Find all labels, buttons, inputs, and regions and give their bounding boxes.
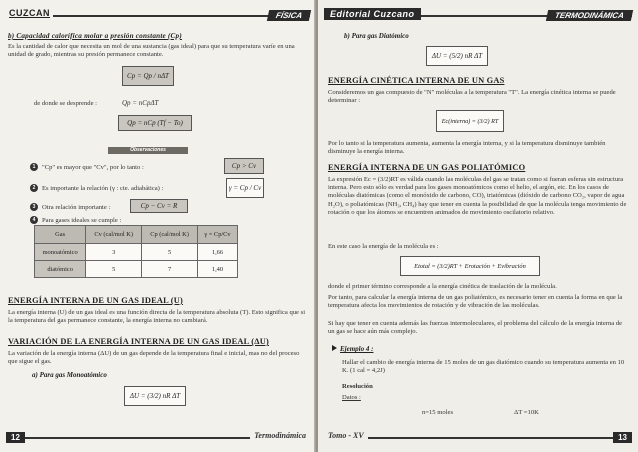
obs-3-text: Otra relación importante :	[42, 203, 111, 211]
section-b-text: Es la cantidad de calor que necesita un mol de una sustancia (gas ideal) para que su temperatura varíe en una unidad de grado, mientras su presión permanece constante.	[8, 43, 295, 59]
footer-brand: Tomo - XV	[324, 431, 368, 440]
dato-n: n=15 moles	[422, 409, 454, 416]
bullet-number-icon: 1	[30, 163, 38, 171]
desprende-label: de donde se desprende :	[34, 100, 97, 107]
bullet-number-icon: 3	[30, 203, 38, 211]
left-footer	[6, 432, 310, 444]
obs-3	[30, 203, 110, 211]
energia-interna-title: ENERGÍA INTERNA DE UN GAS IDEAL (U)	[8, 296, 183, 305]
table-row	[35, 261, 238, 278]
header-logo: CUZCAN	[6, 8, 53, 18]
pointer-arrow-icon	[332, 345, 337, 351]
monoatomico-label: a) Para gas Monoatómico	[32, 371, 107, 379]
obs-2	[30, 184, 163, 192]
table-cell: 3	[86, 244, 142, 261]
table-header-cell: γ = Cp/Cv	[197, 226, 237, 244]
table-row	[35, 244, 238, 261]
bullet-number-icon: 4	[30, 216, 38, 224]
table-cell: monoatómico	[35, 244, 86, 261]
table-cell: 5	[142, 244, 198, 261]
page-number: 12	[6, 432, 25, 443]
ejemplo-heading	[332, 345, 373, 353]
right-page	[318, 0, 638, 452]
table-header-cell: Cv (cal/mol K)	[86, 226, 142, 244]
footer-rule	[324, 437, 632, 439]
right-header	[324, 10, 632, 22]
obs-1	[30, 163, 144, 171]
table-cell: diatómico	[35, 261, 86, 278]
table-cell: 1,40	[197, 261, 237, 278]
formula-etotal-box: Etotal = (3/2)RT + Erotación + Evibración	[400, 256, 540, 276]
formula-qp-full-box: Qp = nCp (Tf − To)	[118, 115, 192, 131]
header-logo: Editorial Cuzcano	[324, 8, 421, 20]
header-tag: FÍSICA	[267, 10, 312, 21]
variacion-text: La variación de la energía interna (ΔU) de un gas depende de la temperatura final e inicial, mas no del proceso que sigue el gas.	[8, 350, 300, 366]
table-cell: 5	[86, 261, 142, 278]
cinetica-text: Consideremos un gas compuesto de "N" moléculas a la temperatura "T". La energía cinética interna se puede determinar :	[328, 89, 616, 105]
cinetica-title: ENERGÍA CINÉTICA INTERNA DE UN GAS	[328, 76, 505, 85]
gas-table	[34, 225, 238, 278]
obs-4	[30, 216, 121, 224]
section-b-title: b) Capacidad calorífica molar a presión constante (Cp)	[8, 32, 182, 40]
table-header-cell: Cp (cal/mol K)	[142, 226, 198, 244]
dato-t: ΔT =10K	[514, 409, 539, 416]
obs-2-text: Es importante la relación (γ : cte. adiabática) :	[42, 184, 164, 192]
obs-3-box: Cp − Cv = R	[130, 199, 188, 213]
poliatomico-text4: Por tanto, para calcular la energía interna de un gas poliatómico, es necesario tener en cuenta la forma en que la temperatura afecta los movimientos de rotación y de vibración de las moléculas.	[328, 294, 623, 310]
bullet-number-icon: 2	[30, 184, 38, 192]
poliatomico-text5: Si hay que tener en cuenta además las fuerzas intermoleculares, el problema del cálculo de la energía interna de un gas se hace aún más complejo.	[328, 320, 623, 336]
poliatomico-title: ENERGÍA INTERNA DE UN GAS POLIATÓMICO	[328, 163, 526, 172]
ejemplo-label: Ejemplo 4 :	[340, 345, 374, 353]
poliatomico-text: La expresión Ec = (3/2)RT es válida cuando las moléculas del gas se tratan como si fueran esferas sin estructura interna. Pero esto sólo es verdad para los gases monoatómicos como el helio, el argón, etc. En los casos de moléculas diatómicas (como el monóxido de carbono, CO), triatómicas (dióxido de carbono CO₂, vapor de agua H₂O), o poliatómicas (NH₃, CH₄) hay que tener en cuenta la posibilidad de que la molécula tenga movimiento de rotación o que los átomos se encuentren animados de movimiento oscilatorio relativo.	[328, 176, 627, 216]
variacion-title: VARIACIÓN DE LA ENERGÍA INTERNA DE UN GAS IDEAL (ΔU)	[8, 337, 269, 346]
left-page	[0, 0, 316, 452]
formula-mono-box: ΔU = (3/2) nR ΔT	[124, 386, 186, 406]
formula-cp-box: Cp = Qp / nΔT	[122, 66, 174, 86]
table-header-row	[35, 226, 238, 244]
poliatomico-text3: donde el primer término corresponde a la energía cinética de traslación de la molécula.	[328, 283, 557, 290]
formula-dia-box: ΔU = (5/2) nR ΔT	[426, 46, 488, 66]
obs-1-text: "Cp" es mayor que "Cv", por lo tanto :	[42, 163, 144, 171]
ejemplo-text: Hallar el cambio de energía interna de 15 moles de un gas diatómico cuando su temperatura aumenta en 10 K. (1 cal = 4,2J)	[342, 359, 625, 375]
page-number: 13	[613, 432, 632, 443]
formula-qp: Qp = nCpΔT	[122, 99, 159, 107]
diatomico-label: b) Para gas Diatómico	[344, 32, 409, 40]
datos-label: Datos :	[342, 394, 361, 401]
right-footer	[324, 432, 632, 444]
obs-4-text: Para gases ideales se cumple :	[42, 216, 122, 224]
obs-2-box: γ = Cp / Cv	[226, 178, 264, 198]
footer-brand: Termodinámica	[250, 431, 310, 440]
left-header	[6, 10, 310, 22]
formula-ec-box: Ec(interna) = (3/2) RT	[436, 110, 504, 132]
obs-1-box: Cp > Cv	[224, 158, 264, 174]
resolucion-label: Resolución	[342, 383, 373, 390]
poliatomico-text2: En este caso la energía de la molécula es :	[328, 243, 439, 250]
table-cell: 7	[142, 261, 198, 278]
table-header-cell: Gas	[35, 226, 86, 244]
cinetica-text2: Por lo tanto si la temperatura aumenta, aumenta la energía interna, y si la temperatura disminuye también disminuye la energía interna.	[328, 140, 606, 156]
observaciones-bar: Observaciones	[108, 147, 188, 154]
table-cell: 1,66	[197, 244, 237, 261]
energia-interna-text: La energía interna (U) de un gas ideal es una función directa de la temperatura absoluta (T). Esto significa que si la temperatura del gas permanece constante, la energía interna no cambiará.	[8, 309, 306, 325]
header-tag: TERMODINÁMICA	[546, 10, 633, 21]
